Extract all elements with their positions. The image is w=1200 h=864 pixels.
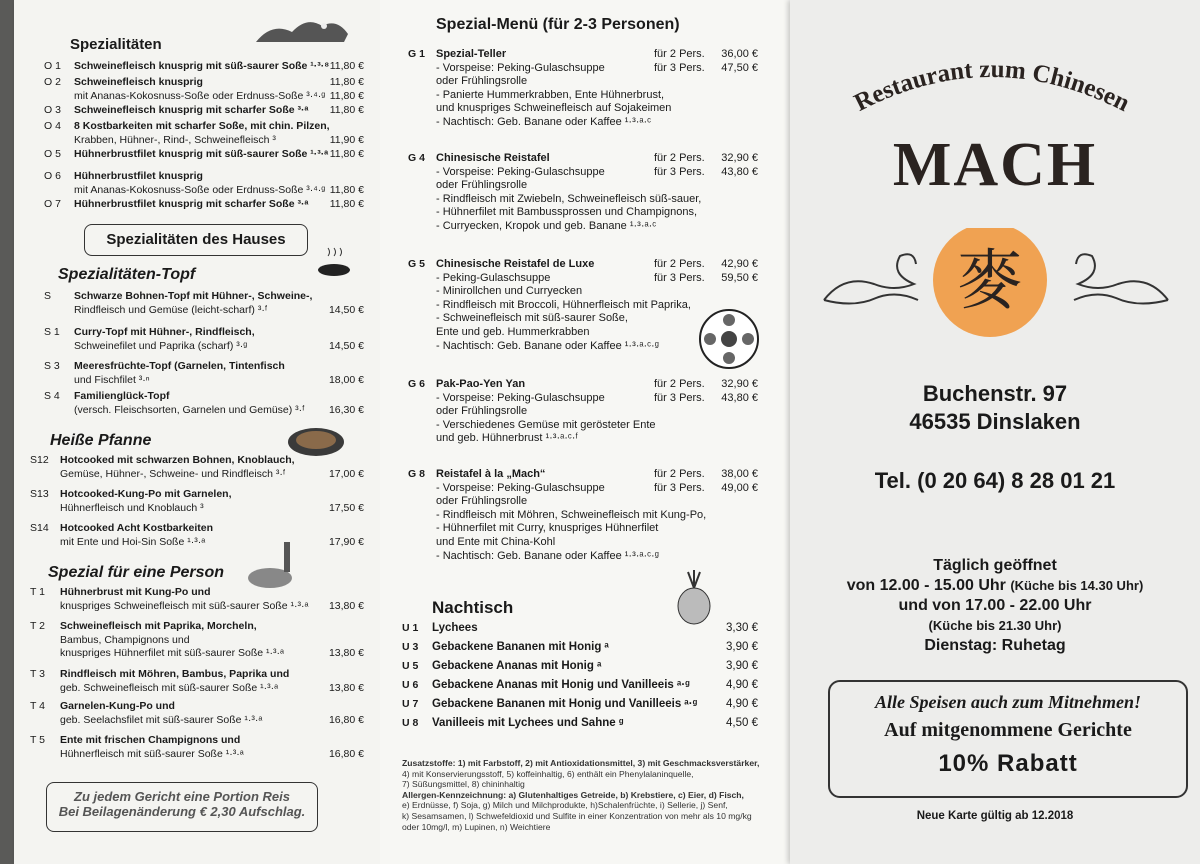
dessert-name: Gebackene Bananen mit Honig und Vanilleeis ᵃ·ᵍ (432, 698, 698, 710)
footnote-line: Zusatzstoffe: 1) mit Farbstoff, 2) mit Antioxidationsmittel, 3) mit Geschmacksverstärker, (402, 758, 760, 768)
set-price-2: 42,90 € (721, 258, 758, 270)
set-price-3: 47,50 € (721, 61, 758, 74)
set-line (436, 102, 758, 116)
set-price-3: 59,50 € (721, 271, 758, 284)
pfanne-list (22, 454, 364, 558)
item-code: T 3 (30, 668, 45, 680)
item-code: S 1 (44, 326, 60, 338)
item-lines (74, 326, 364, 353)
set-name: Chinesische Reistafel (436, 152, 550, 164)
item-line (60, 714, 364, 728)
item-line (74, 360, 364, 374)
item-line (74, 184, 364, 198)
set-line-text: oder Frühlingsrolle (436, 495, 528, 508)
footnote-line: 7) Süßungsmittel, 8) chininhaltig (402, 779, 525, 790)
set-persons-2: für 2 Pers. (654, 468, 705, 480)
item-lines (74, 390, 364, 417)
item-line (60, 634, 364, 648)
fruit-illustration (664, 566, 724, 628)
set-line (436, 62, 758, 76)
item-text: Hühnerfleisch mit süß-saurer Soße ¹·³·ᵃ (60, 747, 244, 760)
item-text: Ente mit frischen Champignons und (60, 734, 241, 746)
hours-kitchen1: (Küche bis 14.30 Uhr) (1010, 578, 1144, 593)
set-line-text: - Vorspeise: Peking-Gulaschsuppe (436, 481, 605, 494)
hours-ruhetag: Dienstag: Ruhetag (924, 637, 1066, 654)
address-street: Buchenstr. 97 (922, 381, 1068, 406)
item-line (60, 522, 364, 536)
item-line (74, 390, 364, 404)
set-price-2: 32,90 € (721, 152, 758, 164)
set-line-text: - Curryecken, Kropok und geb. Banane ¹·³·ᵃ·ᶜ (436, 219, 657, 232)
dessert-code: U 7 (402, 698, 419, 710)
item-price: 11,80 € (329, 60, 364, 72)
dessert-name: Gebackene Bananen mit Honig ᵃ (432, 641, 609, 653)
reis-note (46, 782, 318, 832)
item-text: Schwarze Bohnen-Topf mit Hühner-, Schweine-, (74, 290, 313, 302)
section-title-pfanne: Heiße Pfanne (50, 432, 152, 449)
item-line (74, 170, 364, 184)
footnote-line: k) Sesamsamen, l) Schwefeldioxid und Sulfite in einer Konzentration von mehr als 10 mg/kg (402, 810, 752, 821)
set-header (436, 258, 758, 272)
dessert-code: U 5 (402, 660, 419, 672)
item-line (60, 668, 364, 682)
set-line-text: - Verschiedenes Gemüse mit gerösteter Ente (436, 418, 656, 431)
item-line (60, 468, 364, 482)
item-code: S 3 (44, 360, 60, 372)
item-price: 17,50 € (328, 501, 364, 514)
item-line (60, 748, 364, 762)
section-title-spezialitaeten: Spezialitäten (70, 36, 162, 53)
item-line (60, 700, 364, 714)
dessert-code: U 1 (402, 622, 419, 634)
item-text: Bambus, Champignons und (60, 633, 190, 646)
item-code: T 4 (30, 700, 45, 712)
set-line-text: - Hühnerfilet mit Bambussprossen und Champignons, (436, 206, 698, 219)
set-persons-3: für 3 Pers. (654, 61, 705, 74)
item-code: S (44, 290, 52, 302)
footnote-line: 4) mit Konservierungsstoff, 5) koffeinhaltig, 6) enthält ein Phenylalaninquelle, (402, 768, 694, 779)
item-code: O 3 (44, 104, 61, 116)
set-line (436, 166, 758, 180)
set-price-3: 49,00 € (721, 481, 758, 494)
item-line (74, 198, 364, 212)
item-line (60, 682, 364, 696)
item-price: 13,80 € (328, 647, 364, 660)
dragon-illustration (252, 12, 352, 46)
item-price: 14,50 € (328, 339, 364, 352)
set-line (436, 179, 758, 193)
item-lines (74, 198, 364, 212)
item-code: O 7 (44, 198, 61, 210)
arc-title-text: Restaurant zum Chinesen (850, 55, 1134, 118)
telephone: Tel. (0 20 64) 8 28 01 21 (874, 468, 1116, 493)
set-name: Spezial-Teller (436, 48, 507, 60)
item-lines (74, 290, 364, 317)
set-line-text: und geb. Hühnerbrust ¹·³·ᵃ·ᶜ·ᶠ (436, 432, 578, 445)
logo-character: 麥 (957, 242, 1023, 319)
set-line-text: - Hühnerfilet mit Curry, knuspriges Hühnerfilet (436, 522, 659, 535)
set-price-3: 43,80 € (721, 165, 758, 178)
set-line (436, 522, 758, 536)
item-price: 11,90 € (329, 133, 364, 146)
item-text: Schweinefleisch knusprig mit süß-saurer Soße ¹·³·⁸ (74, 60, 330, 72)
dessert-name: Gebackene Ananas mit Honig ᵃ (432, 660, 602, 672)
item-text: Hühnerbrustfilet knusprig mit süß-saurer Soße ¹·³·ᵃ (74, 148, 329, 160)
address-city: 46535 Dinslaken (909, 409, 1081, 434)
set-code: G 6 (408, 378, 425, 390)
set-header (436, 378, 758, 392)
set-name: Reistafel à la „Mach“ (436, 468, 546, 480)
dish-illustration (244, 534, 304, 594)
item-text: Schweinefleisch knusprig (74, 76, 203, 88)
set-persons-3: für 3 Pers. (654, 481, 705, 494)
svg-text:Restaurant zum Chinesen (850, 56, 1134, 117)
set-line-text: - Nachtisch: Geb. Banane oder Kaffee ¹·³·ᵃ·ᶜ·ᵍ (436, 339, 659, 352)
set-line-text: - Rindfleisch mit Zwiebeln, Schweinefleisch süß-sauer, (436, 192, 702, 205)
item-price: 14,50 € (328, 303, 364, 316)
item-line (60, 536, 364, 550)
item-text: und Fischfilet ³·ⁿ (74, 373, 150, 386)
item-text: Hotcooked-Kung-Po mit Garnelen, (60, 488, 232, 500)
item-code: O 5 (44, 148, 61, 160)
item-line (74, 326, 364, 340)
set-line (436, 432, 758, 446)
item-line (74, 340, 364, 354)
item-lines (60, 522, 364, 549)
item-line (60, 647, 364, 661)
hours-line1: Täglich geöffnet (933, 557, 1057, 574)
item-lines (74, 120, 364, 147)
dessert-price: 3,90 € (726, 660, 758, 672)
set-line (436, 509, 758, 523)
set-line (436, 536, 758, 550)
item-line (60, 620, 364, 634)
item-lines (60, 586, 364, 613)
item-line (60, 600, 364, 614)
set-line (436, 285, 758, 299)
item-lines (60, 668, 364, 695)
set-line-text: oder Frühlingsrolle (436, 179, 528, 192)
item-lines (60, 700, 364, 727)
item-code: S 4 (44, 390, 60, 402)
item-lines (74, 76, 364, 103)
item-line (60, 734, 364, 748)
item-line (60, 586, 364, 600)
item-lines (74, 60, 364, 74)
set-line-text: - Rindfleisch mit Broccoli, Hühnerfleisch mit Paprika, (436, 298, 691, 311)
item-lines (60, 734, 364, 761)
item-text: Schweinefleisch mit Paprika, Morcheln, (60, 620, 257, 632)
item-text: Hühnerfleisch und Knoblauch ³ (60, 501, 204, 514)
item-lines (60, 488, 364, 515)
set-persons-2: für 2 Pers. (654, 152, 705, 164)
footnote-line: e) Erdnüsse, f) Soja, g) Milch und Milchprodukte, h)Schalenfrüchte, i) Sellerie, j) Senf, (402, 800, 728, 811)
restaurant-arc-title (790, 30, 1200, 140)
item-line (74, 104, 364, 118)
set-price-2: 36,00 € (721, 48, 758, 60)
set-line-text: - Nachtisch: Geb. Banane oder Kaffee ¹·³·ᵃ·ᶜ·ᵍ (436, 549, 659, 562)
set-line (436, 272, 758, 286)
dessert-code: U 3 (402, 641, 419, 653)
set-persons-2: für 2 Pers. (654, 48, 705, 60)
set-line-text: - Vorspeise: Peking-Gulaschsuppe (436, 165, 605, 178)
item-text: knuspriges Schweinefleisch mit süß-saurer Soße ¹·³·ᵃ (60, 599, 309, 612)
item-code: O 1 (44, 60, 61, 72)
item-text: Gemüse, Hühner-, Schweine- und Rindfleisch ³·ᶠ (60, 467, 286, 480)
set-persons-3: für 3 Pers. (654, 391, 705, 404)
set-line-text: oder Frühlingsrolle (436, 75, 528, 88)
set-line-text: - Nachtisch: Geb. Banane oder Kaffee ¹·³·ᵃ·ᶜ (436, 115, 652, 128)
set-code: G 8 (408, 468, 425, 480)
set-line (436, 220, 758, 234)
item-text: Hühnerbrust mit Kung-Po und (60, 586, 211, 598)
set-lines (436, 468, 758, 563)
dessert-price: 4,90 € (726, 679, 758, 691)
dessert-name: Gebackene Ananas mit Honig und Vanilleeis ᵃ·ᵍ (432, 679, 690, 691)
set-line (436, 392, 758, 406)
set-line (436, 482, 758, 496)
item-text: Hühnerbrustfilet knusprig mit scharfer Soße ³·ᵃ (74, 198, 309, 210)
item-price: 11,80 € (329, 89, 364, 102)
item-line (60, 454, 364, 468)
item-price: 16,80 € (328, 747, 364, 760)
item-code: O 4 (44, 120, 61, 132)
item-code: S13 (30, 488, 49, 500)
set-name: Pak-Pao-Yen Yan (436, 378, 526, 390)
footnote-line: Allergen-Kennzeichnung: a) Glutenhaltiges Getreide, b) Krebstiere, c) Eier, d) Fisch, (402, 789, 744, 800)
dessert-code: U 6 (402, 679, 419, 691)
opening-hours (790, 556, 1200, 656)
promo-box (828, 680, 1188, 798)
set-line-text: - Panierte Hummerkrabben, Ente Hühnerbrust, (436, 88, 665, 101)
set-line (436, 419, 758, 433)
item-lines (60, 454, 364, 481)
set-line (436, 405, 758, 419)
set-line-text: - Vorspeise: Peking-Gulaschsuppe (436, 391, 605, 404)
dessert-price: 3,90 € (726, 641, 758, 653)
item-price: 16,30 € (328, 403, 364, 416)
set-line-text: - Schweinefleisch mit süß-saurer Soße, (436, 312, 628, 325)
item-text: Hühnerbrustfilet knusprig (74, 170, 203, 182)
dessert-price: 4,90 € (726, 698, 758, 710)
set-persons-3: für 3 Pers. (654, 271, 705, 284)
item-text: Meeresfrüchte-Topf (Garnelen, Tintenfisch (74, 360, 285, 372)
item-line (74, 120, 364, 134)
item-price: 17,90 € (328, 535, 364, 548)
set-price-2: 38,00 € (721, 468, 758, 480)
item-line (74, 374, 364, 388)
set-line (436, 206, 758, 220)
hours-kitchen2: (Küche bis 21.30 Uhr) (928, 618, 1062, 633)
menu-panel-middle (380, 0, 790, 864)
set-persons-2: für 2 Pers. (654, 378, 705, 390)
set-header (436, 48, 758, 62)
item-text: Krabben, Hühner-, Rind-, Schweinefleisch ³ (74, 133, 276, 146)
item-code: S14 (30, 522, 49, 534)
hours-line3: und von 17.00 - 22.00 Uhr (898, 597, 1092, 614)
item-line (74, 90, 364, 104)
promo-discount: 10% Rabatt (938, 750, 1078, 777)
item-price: 11,80 € (329, 198, 364, 210)
dessert-code: U 8 (402, 717, 419, 729)
dessert-name: Lychees (432, 622, 478, 634)
set-line (436, 89, 758, 103)
reis-note-line2: Bei Beilagenänderung € 2,30 Aufschlag. (58, 804, 306, 819)
item-text: (versch. Fleischsorten, Garnelen und Gemüse) ³·ᶠ (74, 403, 305, 416)
set-line-text: - Minirollchen und Curryecken (436, 285, 583, 298)
promo-line2: Auf mitgenommene Gerichte (884, 719, 1132, 741)
item-code: T 1 (30, 586, 45, 598)
item-price: 17,00 € (328, 467, 364, 480)
nachtisch-list (380, 622, 758, 740)
section-title-topf: Spezialitäten-Topf (58, 266, 196, 283)
set-code: G 4 (408, 152, 425, 164)
spezialitaeten-list (44, 60, 364, 230)
set-line-text: oder Frühlingsrolle (436, 405, 528, 418)
platter-illustration (698, 308, 760, 370)
item-line (74, 290, 364, 304)
pot-icon (314, 244, 354, 278)
set-line-text: Ente und geb. Hummerkrabben (436, 325, 590, 338)
set-line (436, 495, 758, 509)
set-persons-3: für 3 Pers. (654, 165, 705, 178)
item-line (74, 148, 364, 162)
item-price: 11,80 € (329, 148, 364, 160)
dessert-name: Vanilleeis mit Lychees und Sahne ᵍ (432, 717, 624, 729)
hours-line2: von 12.00 - 15.00 Uhr (846, 577, 1006, 594)
set-code: G 5 (408, 258, 425, 270)
set-line (436, 75, 758, 89)
item-text: mit Ananas-Kokosnuss-Soße oder Erdnuss-Soße ³·⁴·ᵍ (74, 89, 326, 102)
item-text: geb. Schweinefleisch mit süß-saurer Soße ¹·³·ᵃ (60, 681, 279, 694)
item-line (60, 488, 364, 502)
set-price-3: 43,80 € (721, 391, 758, 404)
dessert-price: 3,30 € (726, 622, 758, 634)
promo-line1: Alle Speisen auch zum Mitnehmen! (874, 692, 1142, 712)
set-persons-2: für 2 Pers. (654, 258, 705, 270)
item-price: 16,80 € (328, 713, 364, 726)
item-text: Curry-Topf mit Hühner-, Rindfleisch, (74, 326, 255, 338)
item-price: 18,00 € (328, 373, 364, 386)
item-text: Rindfleisch mit Möhren, Bambus, Paprika und (60, 668, 290, 680)
set-lines (436, 48, 758, 130)
item-lines (74, 104, 364, 118)
menu-panel-left (14, 0, 380, 864)
item-line (74, 304, 364, 318)
set-price-2: 32,90 € (721, 378, 758, 390)
item-text: Familienglück-Topf (74, 390, 170, 402)
person-list (22, 586, 364, 782)
section-title-person: Spezial für eine Person (48, 564, 225, 581)
item-price: 13,80 € (328, 681, 364, 694)
item-text: Rindfleisch und Gemüse (leicht-scharf) ³·ᶠ (74, 303, 268, 316)
section-title-haus: Spezialitäten des Hauses (84, 224, 308, 256)
item-lines (74, 148, 364, 162)
item-text: mit Ente und Hoi-Sin Soße ¹·³·ᵃ (60, 535, 206, 548)
item-lines (60, 620, 364, 661)
item-code: O 6 (44, 170, 61, 182)
footnote-line: oder 10mg/l, m) Lupinen, n) Weichtiere (402, 821, 551, 832)
topf-list (44, 290, 364, 430)
set-line-text: - Peking-Gulaschsuppe (436, 271, 551, 284)
item-text: mit Ananas-Kokosnuss-Soße oder Erdnuss-Soße ³·⁴·ᵍ (74, 183, 326, 196)
set-header (436, 468, 758, 482)
set-header (436, 152, 758, 166)
item-text: Schweinefleisch knusprig mit scharfer Soße ³·ᵃ (74, 104, 309, 116)
set-code: G 1 (408, 48, 425, 60)
item-line (60, 502, 364, 516)
item-price: 11,80 € (329, 183, 364, 196)
item-text: geb. Seelachsfilet mit süß-saurer Soße ¹·³·ᵃ (60, 713, 263, 726)
item-code: T 5 (30, 734, 45, 746)
set-lines (436, 152, 758, 234)
item-price: 11,80 € (329, 104, 364, 116)
set-line-text: - Rindfleisch mit Möhren, Schweinefleisch mit Kung-Po, (436, 508, 707, 521)
dessert-price: 4,50 € (726, 717, 758, 729)
item-line (74, 404, 364, 418)
item-text: Hotcooked mit schwarzen Bohnen, Knoblauch, (60, 454, 295, 466)
item-price: 11,80 € (329, 76, 364, 88)
item-text: knuspriges Hühnerfilet mit süß-saurer Soße ¹·³·ᵃ (60, 647, 284, 660)
footnotes (402, 758, 760, 832)
set-line-text: - Vorspeise: Peking-Gulaschsuppe (436, 61, 605, 74)
section-title-nachtisch: Nachtisch (432, 598, 514, 617)
item-text: Garnelen-Kung-Po und (60, 700, 175, 712)
section-title-spezialmenu: Spezial-Menü (für 2-3 Personen) (436, 16, 680, 33)
set-lines (436, 378, 758, 446)
set-line (436, 550, 758, 564)
set-line (436, 193, 758, 207)
item-price: 13,80 € (328, 599, 364, 612)
set-line (436, 116, 758, 130)
address (790, 380, 1200, 436)
item-text: Schweinefilet und Paprika (scharf) ³·ᵍ (74, 339, 248, 352)
item-text: Hotcooked Acht Kostbarkeiten (60, 522, 214, 534)
item-line (74, 134, 364, 148)
reis-note-line1: Zu jedem Gericht eine Portion Reis (74, 789, 290, 804)
cover-panel (790, 0, 1200, 864)
item-code: T 2 (30, 620, 45, 632)
item-line (74, 60, 364, 74)
restaurant-name: MACH (892, 131, 1098, 199)
set-line-text: und knuspriges Schweinefleisch auf Sojakeimen (436, 102, 672, 115)
valid-note: Neue Karte gültig ab 12.2018 (916, 810, 1074, 822)
item-lines (74, 360, 364, 387)
item-code: O 2 (44, 76, 61, 88)
item-lines (74, 170, 364, 197)
set-name: Chinesische Reistafel de Luxe (436, 258, 595, 270)
item-line (74, 76, 364, 90)
set-line-text: und Ente mit China-Kohl (436, 535, 556, 548)
item-code: S12 (30, 454, 49, 466)
item-text: 8 Kostbarkeiten mit scharfer Soße, mit chin. Pilzen, (74, 120, 330, 132)
